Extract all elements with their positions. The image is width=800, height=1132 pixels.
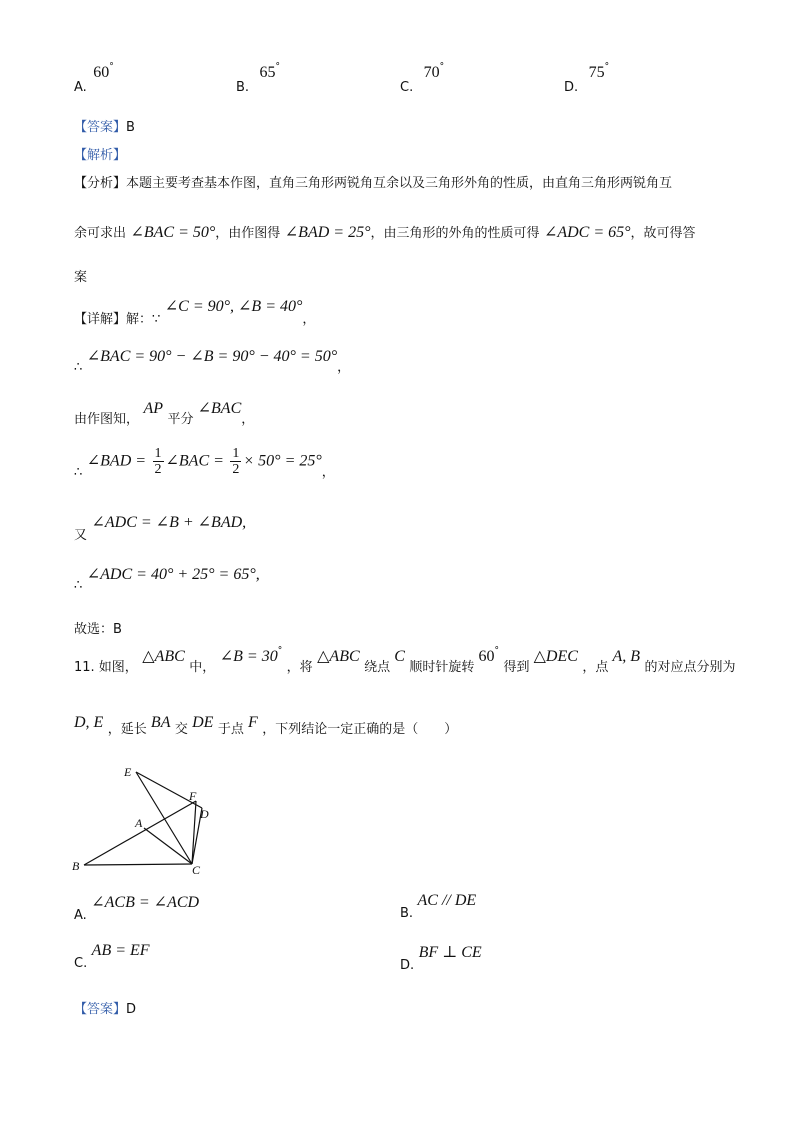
label-e: E [124, 765, 132, 779]
jiexi-tag: 【解析】 [74, 148, 127, 163]
label-c: C [192, 863, 201, 877]
geometry-figure [60, 758, 230, 878]
q11-option-b: B. AC // DE [400, 892, 477, 921]
option-b: B. 65° [236, 62, 281, 95]
solution-step-4: 又 ∠ADC = ∠B + ∠BAD, [74, 514, 247, 543]
solution-step-1: ∴ ∠BAC = 90° − ∠B = 90° − 40° = 50°， [74, 348, 351, 375]
label-b: B [72, 859, 80, 873]
analysis-line-2: 余可求出 ∠BAC = 50°，由作图得 ∠BAD = 25°，由三角形的外角的性质可得 ∠ADC = 65°，故可得答 [74, 224, 696, 241]
segment-bc [84, 864, 192, 865]
option-a: A. 60° [74, 62, 114, 95]
label-a: A [135, 816, 143, 830]
segment-ec [136, 772, 192, 864]
solution-given: 【详解】解：∵ ∠C = 90°, ∠B = 40°， [74, 298, 316, 327]
solution-step-2: 由作图知， AP 平分 ∠BAC， [74, 400, 255, 427]
question-11-line-1: 11. 如图， △ABC 中， ∠B = 30° ，将 △ABC 绕点 C 顺时针旋转 60° 得到 △DEC ，点 A, B 的对应点分别为 [74, 646, 736, 675]
fraction-half: $\frac{1}{2}$ [154, 446, 162, 477]
q11-option-d: D. BF ⊥ CE [400, 944, 482, 973]
final-choice: 故选：B [74, 622, 122, 637]
q11-option-c: C. AB = EF [74, 942, 150, 971]
question-11-line-2: D, E ，延长 BA 交 DE 于点 F ，下列结论一定正确的是（ ） [74, 714, 458, 737]
segment-ac [144, 828, 192, 864]
answer-line: 【答案】B [74, 120, 135, 135]
option-c: C. 70° [400, 62, 445, 95]
option-d: D. 75° [564, 62, 610, 95]
q11-option-a: A. ∠ACB = ∠ACD [74, 894, 200, 923]
label-f: F [189, 789, 197, 803]
label-d: D [200, 807, 209, 821]
analysis-line-1: 【分析】本题主要考查基本作图，直角三角形两锐角互余以及三角形外角的性质，由直角三角形两锐角互 [74, 176, 673, 191]
analysis-line-3: 案 [74, 270, 88, 285]
answer-line-q11: 【答案】D [74, 1002, 137, 1017]
solution-step-3: ∴ ∠BAD = $\frac{1}{2}$ ∠BAC = $\frac{1}{2}$ × 50° = 25°， [74, 446, 335, 480]
segment-bf [84, 801, 196, 865]
solution-step-5: ∴ ∠ADC = 40° + 25° = 65°, [74, 566, 260, 593]
fraction-half-2: $\frac{1}{2}$ [232, 446, 240, 477]
